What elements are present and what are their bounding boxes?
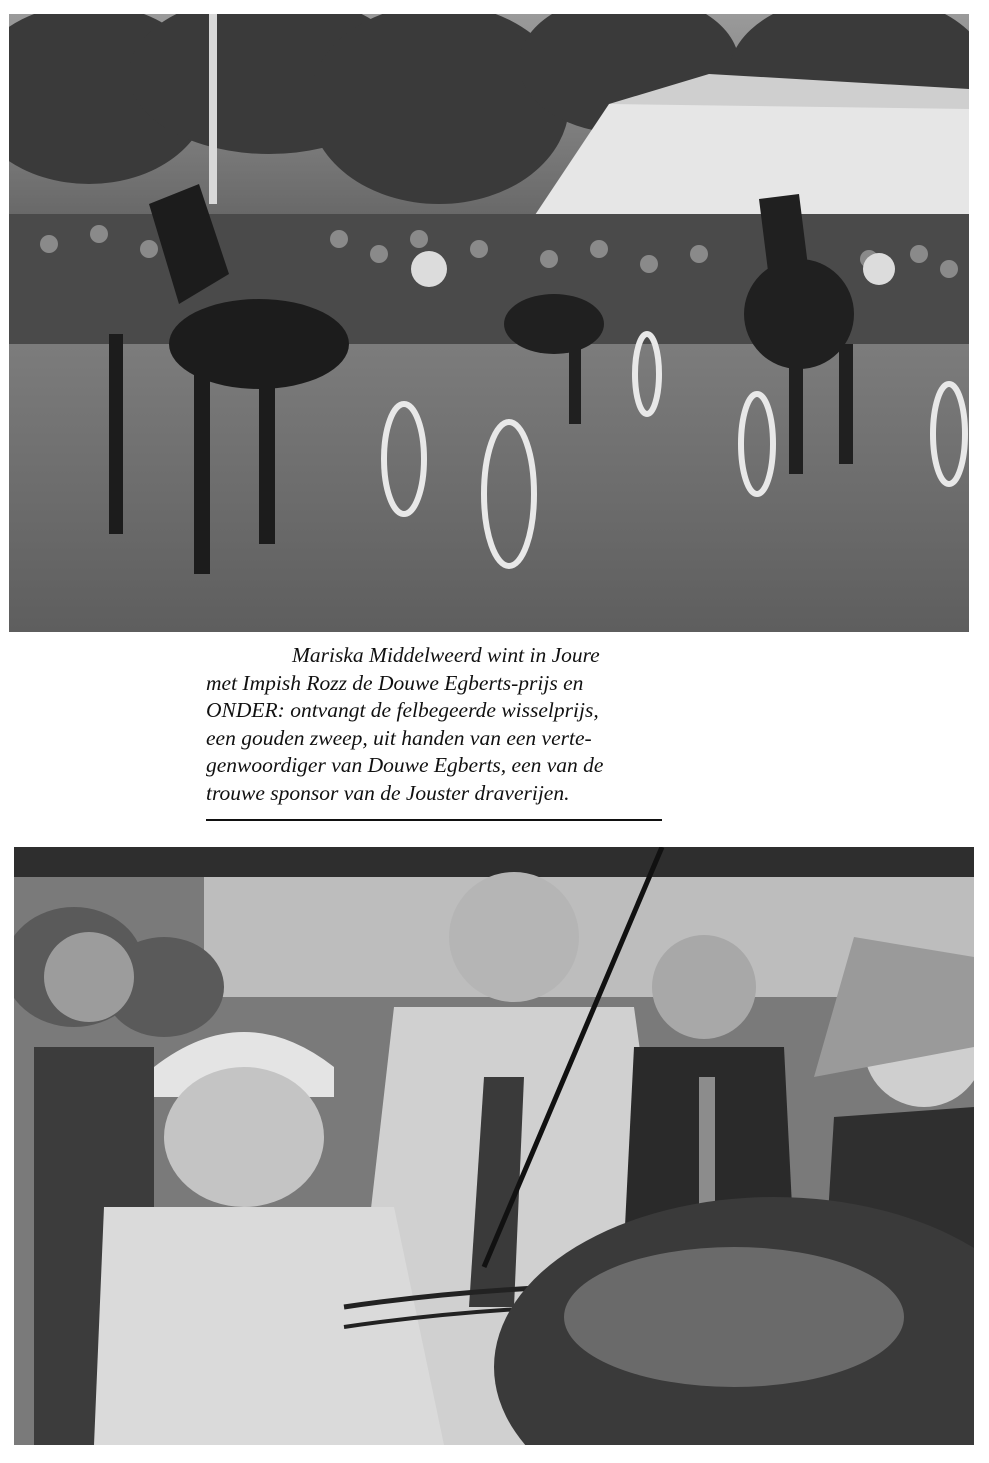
caption-line: Mariska Middelweerd wint in Joure [292,643,600,667]
caption-line: trouwe sponsor van de Jouster draverijen. [206,780,570,805]
caption-line: met Impish Rozz de Douwe Egberts-prijs en [206,670,584,695]
caption-line: een gouden zweep, uit handen van een verte- [206,725,592,750]
divider-rule [206,819,662,821]
harness-race-photo [9,14,969,632]
caption-line: ONDER: ontvangt de felbegeerde wisselprijs, [206,698,599,722]
photo-caption [206,642,662,807]
caption-line: genwoordiger van Douwe Egberts, een van de [206,753,604,777]
prize-presentation-photo [14,847,974,1445]
